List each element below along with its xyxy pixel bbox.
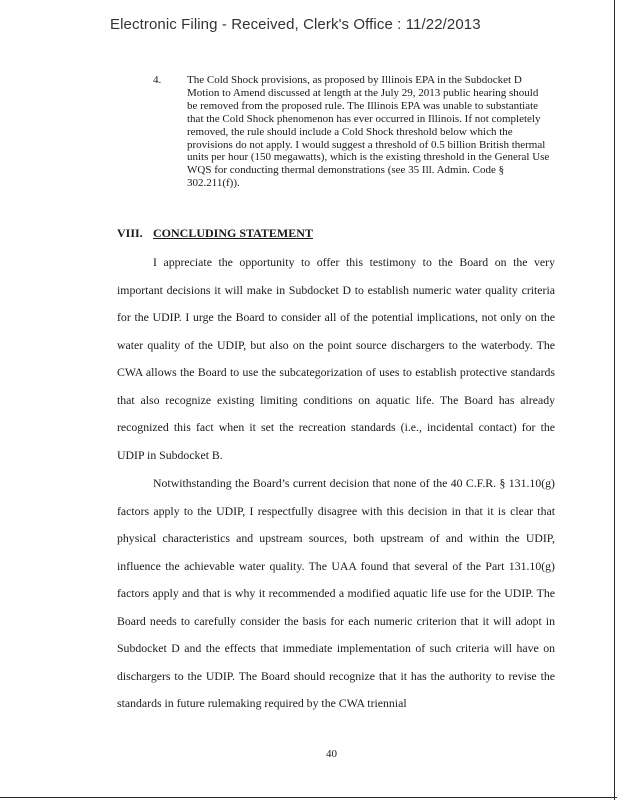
- section-heading: [117, 226, 313, 241]
- body-paragraph: Notwithstanding the Board’s current decision that none of the 40 C.F.R. § 131.10(g) factors apply to the UDIP, I respectfully disagree with this decision in that it is clear that physical characteristics and upstream sources, both upstream of and within the UDIP, influence the achievable water quality. The UAA found that several of the Part 131.10(g) factors apply and that is why it recommended a modified aquatic life use for the UDIP. The Board needs to carefully consider the basis for each numeric criterion that it will adopt in Subdocket D and the effects that immediate implementation of such criteria will have on dischargers to the UDIP. The Board should recognize that it has the authority to revise the standards in future rulemaking required by the CWA triennial: [117, 476, 555, 710]
- page-number: 40: [326, 748, 337, 760]
- section-number: VIII.: [117, 226, 143, 240]
- section-title: CONCLUDING STATEMENT: [153, 226, 313, 240]
- body-paragraph: I appreciate the opportunity to offer this testimony to the Board on the very important decisions it will make in Subdocket D to establish numeric water quality criteria for the UDIP. I urge the Board to consider all of the potential implications, not only on the water quality of the UDIP, but also on the point source dischargers to the waterbody. The CWA allows the Board to use the subcategorization of uses to establish protective standards that also recognize existing limiting conditions on aquatic life. The Board has already recognized this fact when it set the recreation standards (i.e., incidental contact) for the UDIP in Subdocket B.: [117, 255, 555, 462]
- list-item-text: The Cold Shock provisions, as proposed by Illinois EPA in the Subdocket D Motion to Amend discussed at length at the July 29, 2013 public hearing should be removed from the proposed rule. The Illinois EPA was unable to substantiate that the Cold Shock phenomenon has ever occurred in Illinois. If not completely removed, the rule should include a Cold Shock threshold below which the provisions do not apply. I would suggest a threshold of 0.5 billion British thermal units per hour (150 megawatts), which is the existing threshold in the General Use WQS for conducting thermal demonstrations (see 35 Ill. Admin. Code § 302.211(f)).: [187, 74, 550, 190]
- filing-stamp-header: Electronic Filing - Received, Clerk's Office : 11/22/2013: [110, 16, 481, 33]
- scan-border-bottom: [0, 797, 617, 798]
- scan-border-right: [614, 0, 615, 800]
- list-item-number: 4.: [153, 74, 162, 86]
